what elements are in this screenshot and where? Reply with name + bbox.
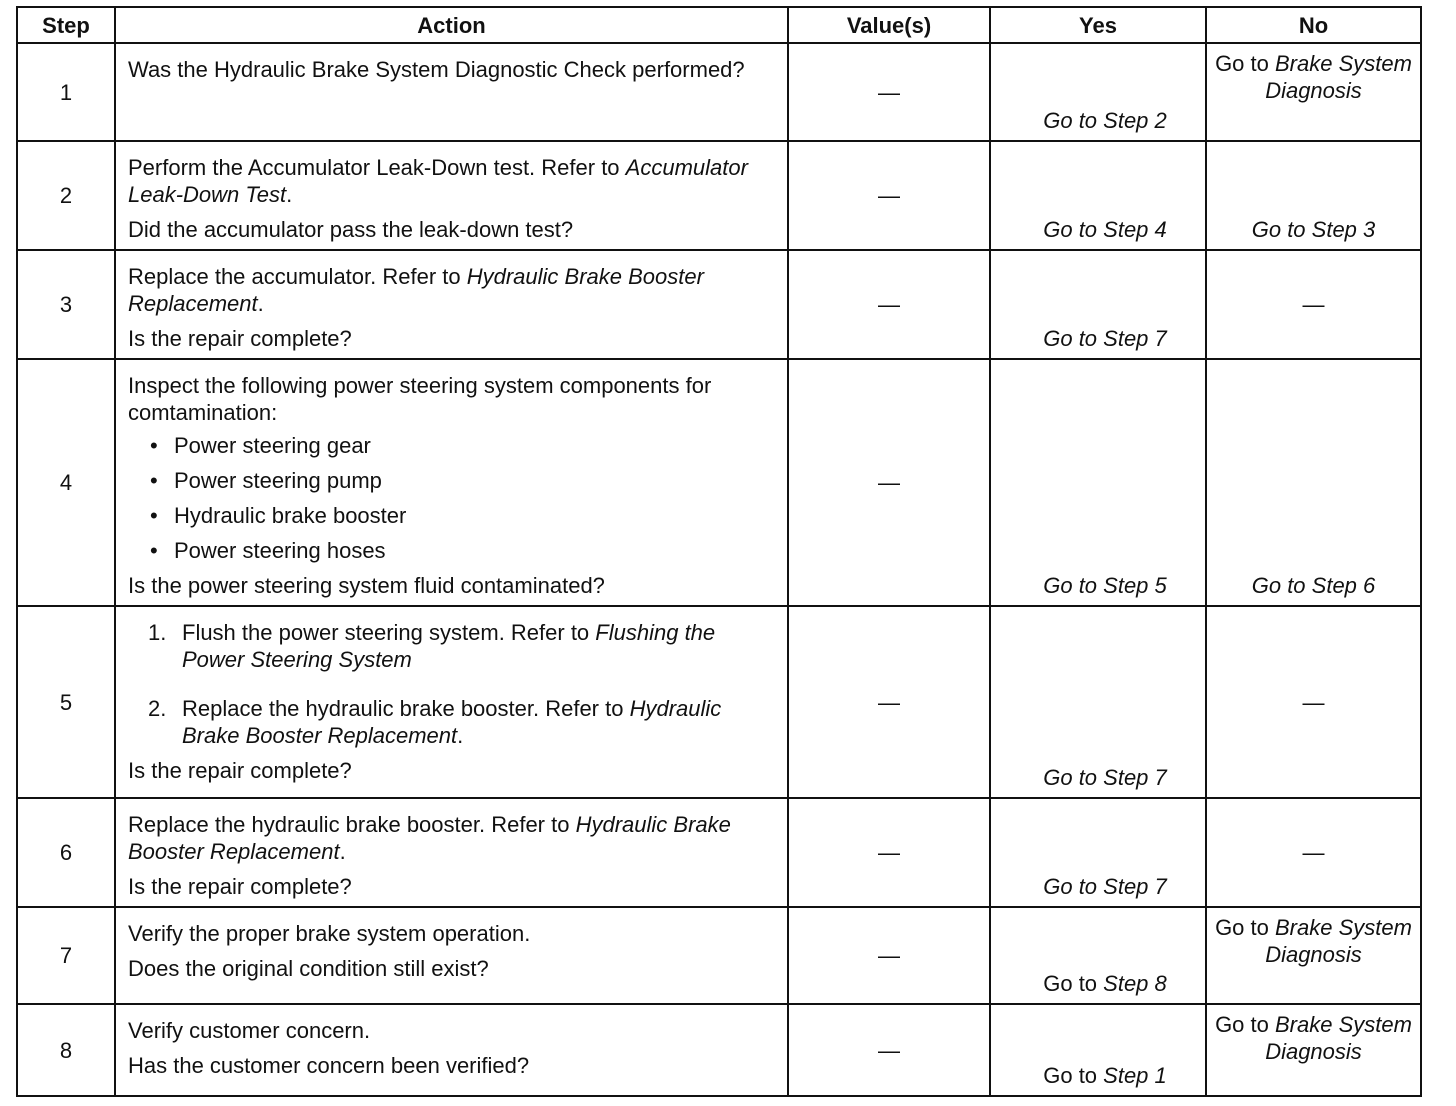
yes-cell: Go to Step 2 — [990, 43, 1206, 141]
action-reference: Hydraulic Brake Booster Replacement — [128, 264, 704, 316]
list-item: • Power steering gear — [150, 432, 775, 459]
table-row — [17, 1004, 1421, 1096]
no-prefix: Go to — [1215, 51, 1275, 76]
no-cell: — — [1206, 606, 1421, 798]
yes-prefix: Go to — [1043, 971, 1104, 996]
numbered-list — [128, 619, 775, 749]
action-cell — [115, 359, 788, 606]
action-cell — [115, 798, 788, 907]
action-cell — [115, 43, 788, 141]
action-question: Does the original condition still exist? — [128, 956, 489, 981]
table-row — [17, 606, 1421, 798]
table-row — [17, 250, 1421, 359]
action-punct: . — [339, 839, 346, 864]
no-cell: — — [1206, 798, 1421, 907]
step-number: 7 — [17, 907, 115, 1004]
value-cell: — — [788, 359, 990, 606]
step-number: 5 — [17, 606, 115, 798]
no-cell: Go to Step 3 — [1206, 141, 1421, 250]
item-reference: Hydraulic Brake Booster Replacement — [182, 696, 722, 748]
no-cell — [1206, 1004, 1421, 1096]
list-item: • Power steering pump — [150, 467, 775, 494]
header-no: No — [1206, 7, 1421, 43]
action-question: Is the repair complete? — [128, 758, 352, 783]
item-number: 1. — [148, 620, 167, 645]
step-number: 3 — [17, 250, 115, 359]
item-number: 2. — [148, 696, 167, 721]
action-question: Is the power steering system fluid contaminated? — [128, 573, 605, 598]
yes-reference: Step 1 — [1103, 1063, 1167, 1088]
action-text: Verify customer concern. — [128, 1018, 371, 1043]
step-number: 4 — [17, 359, 115, 606]
value-cell: — — [788, 1004, 990, 1096]
no-reference: Brake System Diagnosis — [1265, 915, 1412, 967]
no-prefix: Go to — [1215, 915, 1275, 940]
header-yes: Yes — [990, 7, 1206, 43]
action-cell — [115, 606, 788, 798]
header-action: Action — [115, 7, 788, 43]
action-text: Perform the Accumulator Leak-Down test. Refer to — [128, 155, 626, 180]
list-item: • Power steering hoses — [150, 537, 775, 564]
action-question: Did the accumulator pass the leak-down test? — [128, 217, 574, 242]
value-cell: — — [788, 250, 990, 359]
table-row — [17, 907, 1421, 1004]
yes-prefix: Go to — [1043, 1063, 1104, 1088]
step-number: 1 — [17, 43, 115, 141]
header-values: Value(s) — [788, 7, 990, 43]
action-question: Is the repair complete? — [128, 874, 352, 899]
no-reference: Brake System Diagnosis — [1265, 51, 1412, 103]
table-row — [17, 43, 1421, 141]
value-cell: — — [788, 907, 990, 1004]
item-reference: Flushing the Power Steering System — [182, 620, 716, 672]
value-cell: — — [788, 606, 990, 798]
no-reference: Brake System Diagnosis — [1265, 1012, 1412, 1064]
action-text: Replace the hydraulic brake booster. Refer to — [128, 812, 576, 837]
table-row — [17, 141, 1421, 250]
step-number: 8 — [17, 1004, 115, 1096]
item-text: Replace the hydraulic brake booster. Refer to — [182, 696, 630, 721]
action-punct: . — [286, 182, 293, 207]
table-row — [17, 798, 1421, 907]
action-text: Was the Hydraulic Brake System Diagnostic Check performed? — [128, 57, 745, 82]
no-cell — [1206, 907, 1421, 1004]
action-cell — [115, 141, 788, 250]
item-text: Flush the power steering system. Refer to — [182, 620, 596, 645]
diagnostic-table — [16, 6, 1422, 1097]
action-cell — [115, 250, 788, 359]
yes-cell: Go to Step 7 — [990, 250, 1206, 359]
yes-cell — [990, 1004, 1206, 1096]
action-reference: Accumulator Leak-Down Test — [128, 155, 748, 207]
yes-cell: Go to Step 4 — [990, 141, 1206, 250]
component-list — [128, 432, 775, 564]
yes-cell: Go to Step 7 — [990, 798, 1206, 907]
action-text: Verify the proper brake system operation. — [128, 921, 531, 946]
item-punct: . — [457, 723, 464, 748]
action-punct: . — [257, 291, 264, 316]
no-cell: — — [1206, 250, 1421, 359]
action-text: Inspect the following power steering system components for comtamination: — [128, 373, 712, 425]
table-row — [17, 359, 1421, 606]
list-item — [148, 619, 775, 673]
action-cell — [115, 907, 788, 1004]
no-prefix: Go to — [1215, 1012, 1275, 1037]
yes-cell: Go to Step 7 — [990, 606, 1206, 798]
list-item — [148, 695, 775, 749]
value-cell: — — [788, 141, 990, 250]
action-reference: Hydraulic Brake Booster Replacement — [128, 812, 731, 864]
header-row — [17, 7, 1421, 43]
header-step: Step — [17, 7, 115, 43]
yes-cell — [990, 907, 1206, 1004]
step-number: 2 — [17, 141, 115, 250]
value-cell: — — [788, 798, 990, 907]
no-cell — [1206, 43, 1421, 141]
action-cell — [115, 1004, 788, 1096]
yes-cell: Go to Step 5 — [990, 359, 1206, 606]
list-item: • Hydraulic brake booster — [150, 502, 775, 529]
action-question: Has the customer concern been verified? — [128, 1053, 530, 1078]
no-cell: Go to Step 6 — [1206, 359, 1421, 606]
value-cell: — — [788, 43, 990, 141]
yes-reference: Step 8 — [1103, 971, 1167, 996]
action-text: Replace the accumulator. Refer to — [128, 264, 467, 289]
action-question: Is the repair complete? — [128, 326, 352, 351]
step-number: 6 — [17, 798, 115, 907]
